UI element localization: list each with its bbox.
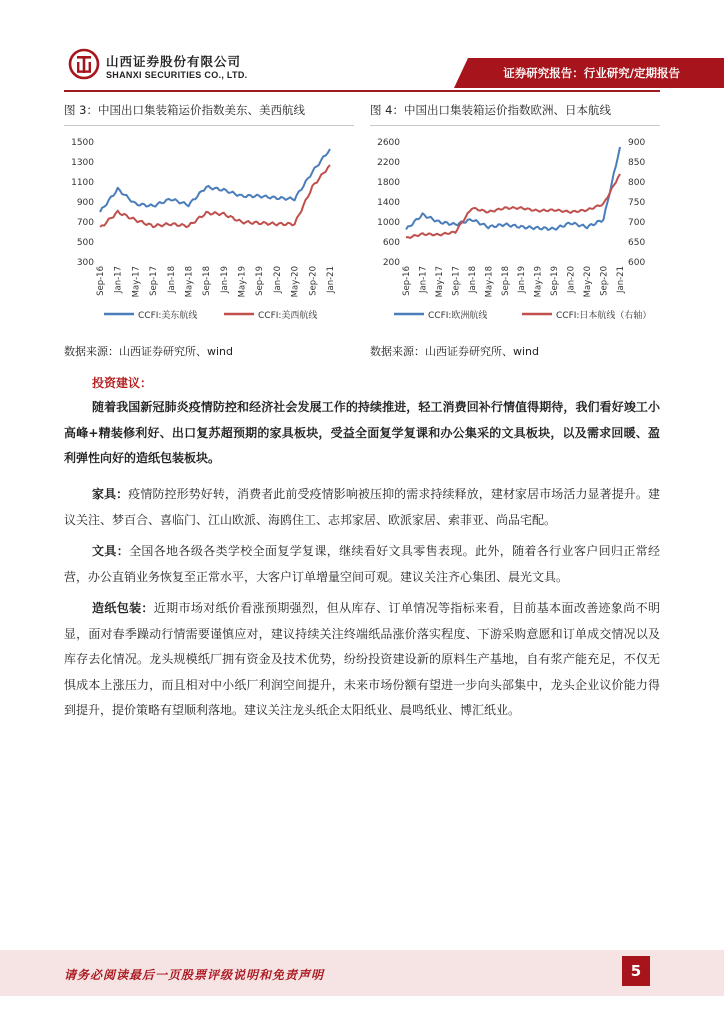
x-tick-label: Sep-18 [500, 266, 511, 296]
y2-tick-label: 850 [628, 158, 646, 168]
legend-label: CCFI:美东航线 [138, 311, 198, 321]
x-tick-label: May-17 [131, 266, 142, 298]
x-tick-label: May-19 [533, 266, 544, 298]
advice-title: 投资建议： [92, 376, 153, 390]
advice-paper-lead: 造纸包装： [92, 601, 154, 615]
y2-tick-label: 750 [628, 198, 646, 208]
figure-3-source: 数据来源：山西证券研究所、wind [64, 345, 234, 358]
shanxi-securities-logo-icon [68, 48, 100, 80]
chart-us-routes-svg [64, 130, 354, 335]
x-tick-label: May-20 [290, 266, 301, 298]
y-tick-label: 200 [382, 258, 400, 268]
page-number: 5 [622, 956, 650, 986]
x-tick-label: Sep-19 [550, 266, 561, 296]
advice-furniture-text: 疫情防控形势好转，消费者此前受疫情影响被压抑的需求持续释放，建材家居市场活力显著提升。建议关注、梦百合、喜临门、江山欧派、海鸥住工、志邦家居、欧派家居、索菲亚、尚品宅配。 [64, 487, 660, 527]
x-tick-label: May-17 [434, 266, 445, 298]
advice-summary: 随着我国新冠肺炎疫情防控和经济社会发展工作的持续推进，轻工消费回补行情值得期待，我们看好竣工小高峰+精装修利好、出口复苏超预期的家具板块，受益全面复学复课和办公集采的文具板块，以及需求回暖、盈利弹性向好的造纸包装板块。 [64, 400, 660, 465]
x-tick-label: May-20 [583, 266, 594, 298]
x-tick-label: Jan-17 [418, 266, 429, 293]
y-tick-label: 2200 [377, 158, 400, 168]
figure-3-title: 图 3：中国出口集装箱运价指数美东、美西航线 [64, 103, 305, 117]
x-tick-label: Jan-19 [219, 266, 230, 293]
y-tick-label: 500 [76, 238, 94, 248]
x-tick-label: Sep-20 [599, 266, 610, 296]
x-tick-label: Sep-16 [96, 266, 106, 296]
x-tick-label: Jan-18 [467, 266, 478, 293]
x-tick-label: Jan-21 [616, 266, 626, 293]
y2-tick-label: 800 [628, 178, 646, 188]
y2-tick-label: 650 [628, 238, 646, 248]
chart-eu-jp-routes-svg [370, 130, 660, 335]
y-tick-label: 2600 [377, 138, 400, 148]
x-tick-label: May-18 [484, 266, 495, 298]
x-tick-label: Sep-16 [402, 266, 412, 296]
x-tick-label: Jan-19 [517, 266, 528, 293]
x-tick-label: May-18 [184, 266, 195, 298]
series-line [100, 149, 330, 212]
legend-label: CCFI:美西航线 [258, 311, 318, 321]
page-header [0, 0, 724, 92]
y2-tick-label: 700 [628, 218, 646, 228]
x-tick-label: Sep-17 [451, 266, 462, 296]
advice-stationery-text: 全国各地各级各类学校全面复学复课，继续看好文具零售表现。此外，随着各行业客户回归正常经营，办公直销业务恢复至正常水平，大客户订单增量空间可观。建议关注齐心集团、晨光文具。 [64, 544, 660, 584]
y-tick-label: 600 [382, 238, 400, 248]
legend-label: CCFI:欧洲航线 [428, 311, 488, 321]
company-name-cn: 山西证券股份有限公司 [106, 54, 242, 69]
x-tick-label: Sep-20 [308, 266, 319, 296]
figure-4-rule [370, 125, 660, 126]
report-type-label: 证券研究报告：行业研究/定期报告 [503, 66, 680, 80]
y-tick-label: 1500 [71, 138, 94, 148]
x-tick-label: Jan-21 [326, 266, 336, 293]
x-tick-label: Jan-18 [166, 266, 177, 293]
figure-4-title: 图 4：中国出口集装箱运价指数欧洲、日本航线 [370, 103, 611, 117]
advice-stationery-lead: 文具： [92, 544, 130, 558]
x-tick-label: Jan-20 [566, 266, 577, 293]
y2-tick-label: 900 [628, 138, 646, 148]
y-tick-label: 1100 [71, 178, 94, 188]
x-tick-label: Jan-20 [272, 266, 283, 293]
y-tick-label: 700 [76, 218, 94, 228]
chart-eu-jp-routes [370, 130, 660, 339]
legend-label: CCFI:日本航线（右轴） [556, 311, 652, 321]
y-tick-label: 1300 [71, 158, 94, 168]
chart-us-routes [64, 130, 354, 339]
y-tick-label: 900 [76, 198, 94, 208]
series-line [406, 147, 620, 230]
y-tick-label: 1000 [377, 218, 400, 228]
advice-stationery [64, 539, 660, 590]
footer-disclaimer: 请务必阅读最后一页股票评级说明和免责声明 [64, 968, 325, 982]
y-tick-label: 1400 [377, 198, 400, 208]
y2-tick-label: 600 [628, 258, 646, 268]
x-tick-label: Sep-17 [149, 266, 160, 296]
x-tick-label: Jan-17 [113, 266, 124, 293]
advice-paper-packaging [64, 596, 660, 724]
advice-paper-text: 近期市场对纸价看涨预期强烈，但从库存、订单情况等指标来看，目前基本面改善迹象尚不明显，面对春季躁动行情需要谨慎应对，建议持续关注终端纸品涨价落实程度、下游采购意愿和订单成交情况以及库存去化情况。龙头规模纸厂拥有资金及技术优势，纷纷投资建设新的原料生产基地，自有浆产能充足，不仅无惧成本上涨压力，而且相对中小纸厂利润空间提升，未来市场份额有望进一步向头部集中，龙头企业议价能力得到提升，提价策略有望顺利落地。建议关注龙头纸企太阳纸业、晨鸣纸业、博汇纸业。 [64, 601, 660, 717]
advice-furniture-lead: 家具： [92, 487, 129, 501]
x-tick-label: Sep-18 [202, 266, 213, 296]
x-tick-label: Sep-19 [255, 266, 266, 296]
y-tick-label: 1800 [377, 178, 400, 188]
figure-4-source: 数据来源：山西证券研究所、wind [370, 345, 540, 358]
company-name-en: SHANXI SECURITIES CO., LTD. [106, 70, 248, 80]
x-tick-label: May-19 [237, 266, 248, 298]
advice-furniture [64, 482, 660, 533]
y-tick-label: 300 [76, 258, 94, 268]
figure-3-rule [64, 125, 354, 126]
header-divider [64, 90, 660, 92]
